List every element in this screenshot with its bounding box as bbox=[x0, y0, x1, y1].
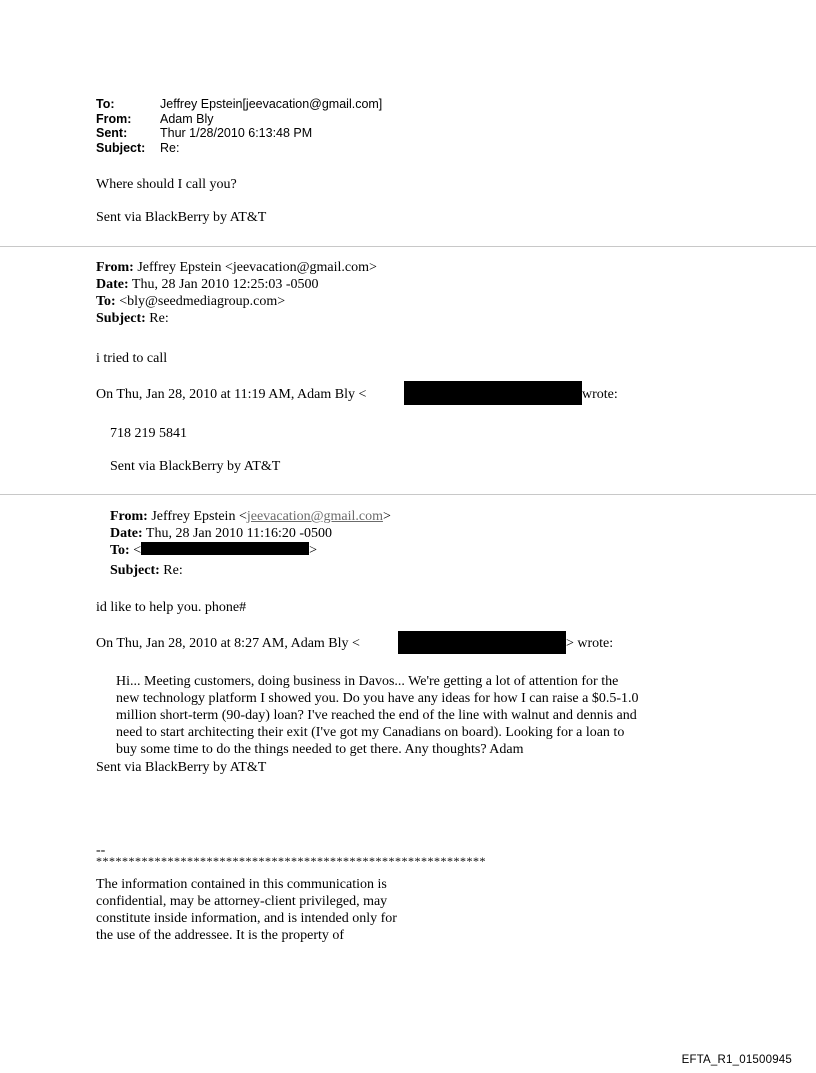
header-subject-row bbox=[96, 141, 382, 156]
disclaimer-stars: ************************************************************ bbox=[96, 854, 486, 868]
message3-date-value: Thu, 28 Jan 2010 11:16:20 -0500 bbox=[145, 526, 333, 541]
header-to-label: To: bbox=[96, 97, 115, 111]
header-subject-label: Subject: bbox=[96, 140, 146, 155]
message3-quoted-line: million short-term (90-day) loan? I've reached the end of the line with walnut and dennis and bbox=[116, 708, 637, 723]
message3-date-label: Date: bbox=[110, 526, 143, 541]
header-from-label: From: bbox=[96, 111, 132, 126]
message2-quote-intro-end: wrote: bbox=[582, 387, 618, 402]
message3-from-email-link[interactable]: jeevacation@gmail.com bbox=[246, 509, 383, 524]
message3-date-row bbox=[110, 525, 332, 542]
message3-subject-label: Subject: bbox=[110, 563, 160, 578]
message2-from-row bbox=[96, 259, 377, 276]
message3-quoted-line: new technology platform I showed you. Do you have any ideas for how I can raise a $0.5-1.0 bbox=[116, 691, 639, 706]
document-id: EFTA_R1_01500945 bbox=[681, 1054, 792, 1066]
message3-quote-intro-end: > wrote: bbox=[566, 636, 614, 651]
disclaimer-dashes: -- bbox=[96, 843, 106, 858]
message3-to-suffix: > bbox=[309, 543, 318, 558]
disclaimer-line: the use of the addressee. It is the property of bbox=[96, 928, 345, 943]
header-to-value: Jeffrey Epstein[jeevacation@gmail.com] bbox=[160, 97, 383, 111]
message3-to-label: To: bbox=[110, 543, 130, 558]
message3-quoted-line: Hi... Meeting customers, doing business in Davos... We're getting a lot of attention for the bbox=[116, 674, 619, 689]
message3-from-suffix: > bbox=[382, 509, 391, 524]
message3-from-row bbox=[110, 508, 391, 525]
message1-signature: Sent via BlackBerry by AT&T bbox=[96, 210, 267, 225]
disclaimer-line: The information contained in this communication is bbox=[96, 877, 387, 892]
header-sent-value: Thur 1/28/2010 6:13:48 PM bbox=[160, 126, 313, 140]
disclaimer-line: constitute inside information, and is intended only for bbox=[96, 911, 397, 926]
separator-line bbox=[0, 246, 816, 247]
message3-quoted-line: buy some time to do the things needed to get there. Any thoughts? Adam bbox=[116, 742, 524, 757]
separator-line bbox=[0, 494, 816, 495]
message2-to-label: To: bbox=[96, 294, 116, 309]
message2-quote-intro-start: On Thu, Jan 28, 2010 at 11:19 AM, Adam Bly < bbox=[96, 387, 367, 402]
header-from-value: Adam Bly bbox=[160, 111, 214, 126]
message3-to-prefix: < bbox=[133, 543, 142, 558]
message3-body: id like to help you. phone# bbox=[96, 600, 247, 615]
header-sent-row bbox=[96, 126, 382, 141]
message3-from-prefix: Jeffrey Epstein < bbox=[151, 509, 247, 524]
header-to-row bbox=[96, 97, 382, 112]
redaction-box bbox=[141, 542, 309, 555]
message3-to-row bbox=[110, 542, 317, 559]
message2-subject-row bbox=[96, 310, 169, 327]
header-subject-value: Re: bbox=[160, 140, 180, 155]
message2-quoted-phone: 718 219 5841 bbox=[110, 426, 187, 441]
message2-from-label: From: bbox=[96, 260, 134, 275]
disclaimer-line: confidential, may be attorney-client privileged, may bbox=[96, 894, 388, 909]
header-sent-label: Sent: bbox=[96, 126, 128, 140]
message2-quoted-signature: Sent via BlackBerry by AT&T bbox=[110, 459, 281, 474]
message1-body: Where should I call you? bbox=[96, 177, 237, 192]
email-header bbox=[96, 97, 382, 155]
message2-to-row bbox=[96, 293, 285, 310]
message3-quote-intro-start: On Thu, Jan 28, 2010 at 8:27 AM, Adam Bly < bbox=[96, 636, 360, 651]
redaction-box bbox=[404, 381, 582, 405]
message3-subject-row bbox=[110, 562, 183, 579]
message3-quoted-line: need to start architecting their exit (I've got my Canadians on board). Looking for a loan to bbox=[116, 725, 625, 740]
message2-date-row bbox=[96, 276, 319, 293]
message3-signature: Sent via BlackBerry by AT&T bbox=[96, 760, 267, 775]
message2-body: i tried to call bbox=[96, 351, 168, 366]
message2-date-value: Thu, 28 Jan 2010 12:25:03 -0500 bbox=[131, 277, 319, 292]
redaction-box bbox=[398, 631, 566, 654]
message2-to-value: <bly@seedmediagroup.com> bbox=[119, 294, 286, 309]
message3-from-label: From: bbox=[110, 509, 148, 524]
message3-subject-value: Re: bbox=[163, 563, 183, 578]
message2-date-label: Date: bbox=[96, 277, 129, 292]
message2-from-value: Jeffrey Epstein <jeevacation@gmail.com> bbox=[137, 260, 377, 275]
message2-subject-label: Subject: bbox=[96, 311, 146, 326]
message2-subject-value: Re: bbox=[149, 311, 169, 326]
header-from-row bbox=[96, 112, 382, 127]
